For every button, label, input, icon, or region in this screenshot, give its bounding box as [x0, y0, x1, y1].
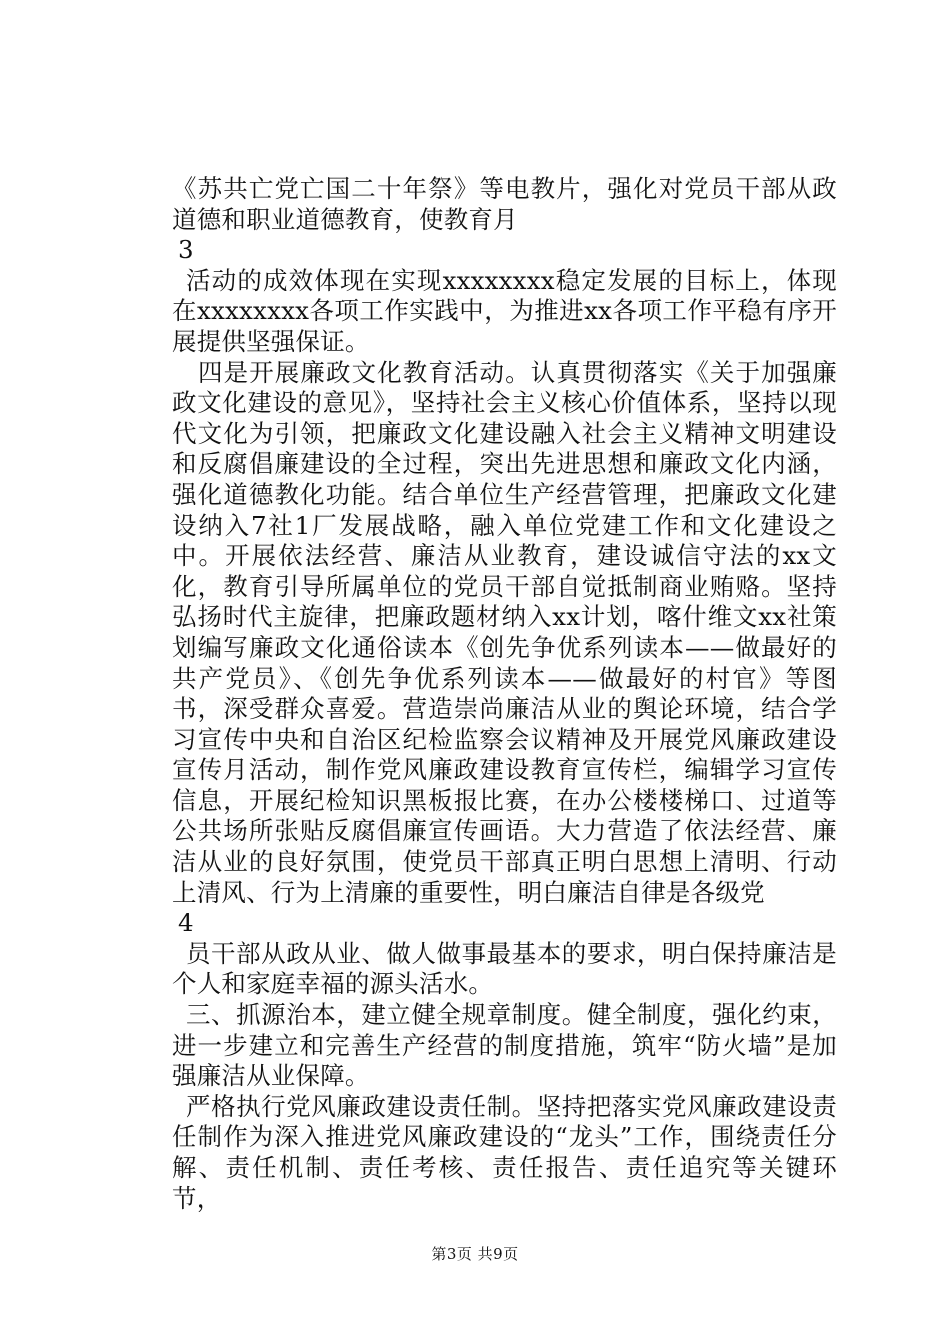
paragraph-3: 四是开展廉政文化教育活动。认真贯彻落实《关于加强廉政文化建设的意见》，坚持社会主义核心价值体系，坚持以现代文化为引领，把廉政文化建设融入社会主义精神文明建设和反腐倡廉建设的全过程，突出先进思想和廉政文化内涵，强化道德教化功能。结合单位生产经营管理，把廉政文化建设纳入7社1厂发展战略，融入单位党建工作和文化建设之中。开展依法经营、廉洁从业教育，建设诚信守法的xx文化，教育引导所属单位的党员干部自觉抵制商业贿赂。坚持弘扬时代主旋律，把廉政题材纳入xx计划，喀什维文xx社策划编写廉政文化通俗读本《创先争优系列读本——做最好的共产党员》、《创先争优系列读本——做最好的村官》等图书，深受群众喜爱。营造崇尚廉洁从业的舆论环境，结合学习宣传中央和自治区纪检监察会议精神及开展党风廉政建设宣传月活动，制作党风廉政建设教育宣传栏，编辑学习宣传信息，开展纪检知识黑板报比赛，在办公楼楼梯口、过道等公共场所张贴反腐倡廉宣传画语。大力营造了依法经营、廉洁从业的良好氛围，使党员干部真正明白思想上清明、行动上清风、行为上清廉的重要性，明白廉洁自律是各级党: [172, 357, 837, 907]
inline-page-number-3: 3: [178, 235, 194, 265]
document-body: [172, 174, 837, 1214]
paragraph-4: 员干部从政从业、做人做事最基本的要求，明白保持廉洁是个人和家庭幸福的源头活水。: [172, 938, 837, 999]
paragraph-2: 活动的成效体现在实现xxxxxxxx稳定发展的目标上，体现在xxxxxxxx各项工作实践中，为推进xx各项工作平稳有序开展提供坚强保证。: [172, 265, 837, 356]
inline-page-number-4: 4: [178, 908, 194, 938]
paragraph-5: 三、抓源治本，建立健全规章制度。健全制度，强化约束，进一步建立和完善生产经营的制度措施，筑牢“防火墙”是加强廉洁从业保障。: [172, 1000, 837, 1091]
paragraph-6: 严格执行党风廉政建设责任制。坚持把落实党风廉政建设责任制作为深入推进党风廉政建设的“龙头”工作，围绕责任分解、责任机制、责任考核、责任报告、责任追究等关键环节，: [172, 1091, 837, 1213]
page-footer: 第3页 共9页: [431, 1245, 519, 1263]
paragraph-1: 《苏共亡党亡国二十年祭》等电教片，强化对党员干部从政道德和职业道德教育，使教育月: [172, 174, 837, 234]
